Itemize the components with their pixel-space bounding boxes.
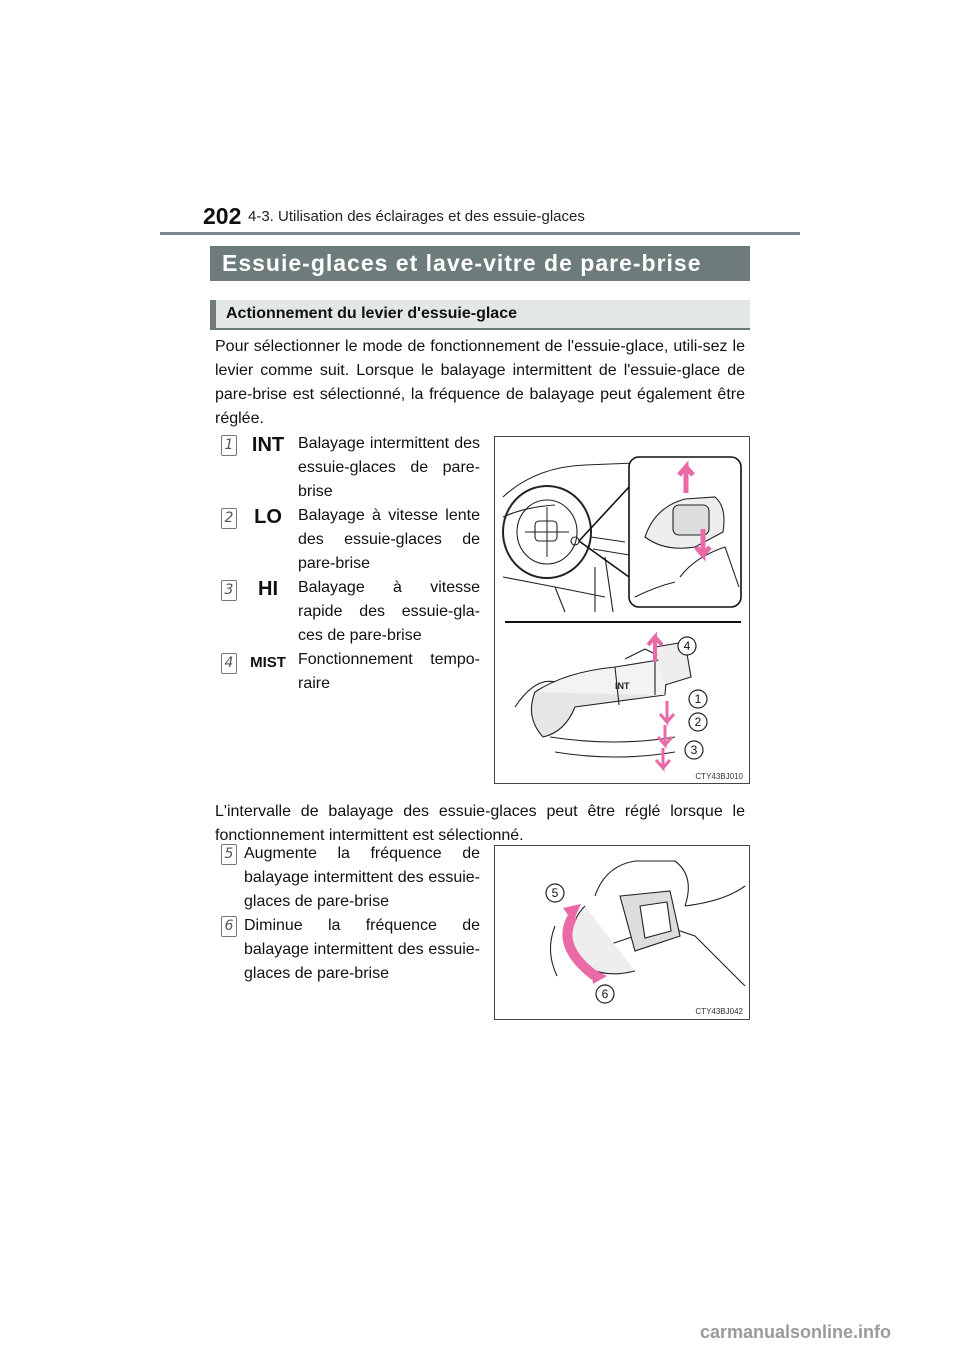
item-number-3: 3: [221, 580, 237, 601]
adjust-increase-text: Augmente la fréquence de balayage intermittent des essuie-glaces de pare-brise: [244, 845, 480, 910]
item-number-2: 2: [221, 508, 237, 529]
mode-mist-label: MIST: [250, 654, 286, 671]
section-title: Essuie-glaces et lave-vitre de pare-brise: [210, 246, 750, 281]
item-number-4: 4: [221, 653, 237, 674]
callout-3: 3: [690, 743, 698, 757]
mode-lo-text: Balayage à vitesse lente des essuie-glaces de pare-brise: [298, 507, 480, 572]
wiper-lever-illustration: [494, 436, 750, 784]
interval-paragraph: L'intervalle de balayage des essuie-glaces peut être réglé lorsque le fonctionnement intermittent est sélectionné.: [215, 803, 745, 844]
mode-mist-text: Fonctionnement tempo-raire: [298, 651, 480, 692]
mode-hi-text: Balayage à vitesse rapide des essuie-gla-ces de pare-brise: [298, 579, 480, 644]
callout-6: 6: [601, 987, 609, 1001]
callout-5: 5: [551, 886, 559, 900]
wiper-lever-drawing: [495, 437, 749, 783]
callout-4: 4: [683, 639, 691, 653]
figure2-code: CTY43BJ042: [695, 1007, 743, 1016]
item-number-6: 6: [221, 916, 237, 937]
mode-lo-label: LO: [254, 506, 282, 528]
interval-adjust-illustration: [494, 845, 750, 1020]
item-number-1: 1: [221, 435, 237, 456]
callout-1: 1: [694, 692, 702, 706]
intro-paragraph: Pour sélectionner le mode de fonctionnement de l'essuie-glace, utili-sez le levier comme suit. Lorsque le balayage intermittent de l'essuie-glace de pare-brise est sélectionné, la fréquence de balayage peut également être réglée.: [215, 338, 745, 427]
mode-int-label: INT: [251, 434, 285, 456]
mode-hi-label: HI: [258, 578, 278, 600]
watermark: carmanualsonline.info: [700, 1322, 892, 1342]
section-path: 4-3. Utilisation des éclairages et des essuie-glaces: [248, 208, 585, 225]
item-number-5: 5: [221, 844, 237, 865]
subsection-title: Actionnement du levier d'essuie-glace: [210, 300, 750, 328]
figure1-code: CTY43BJ010: [695, 772, 743, 781]
adjust-decrease-text: Diminue la fréquence de balayage intermittent des essuie-glaces de pare-brise: [244, 917, 480, 982]
lever-int-mark: INT: [615, 681, 630, 691]
interval-adjust-drawing: [495, 846, 749, 1019]
mode-int-text: Balayage intermittent des essuie-glaces de pare-brise: [298, 435, 480, 500]
callout-2: 2: [694, 715, 702, 729]
page-number: 202: [203, 203, 242, 229]
header-divider: [160, 232, 800, 235]
subsection-divider: [210, 328, 750, 330]
